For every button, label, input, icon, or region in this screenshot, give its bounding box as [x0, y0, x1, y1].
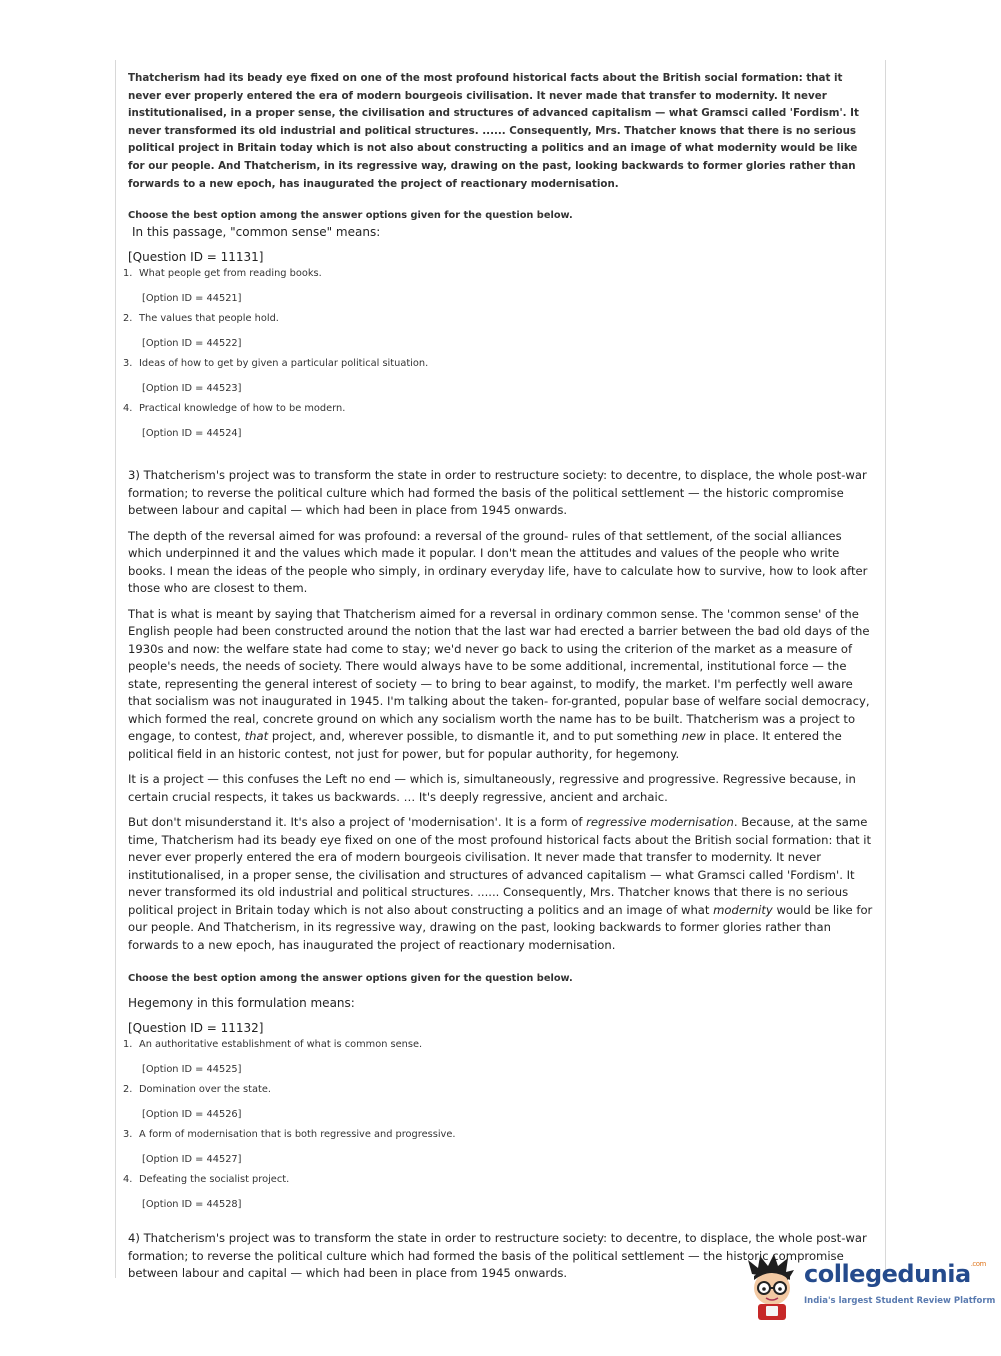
- s3-paragraph-5: But don't misunderstand it. It's also a project of 'modernisation'. It is a form of regressive modernisation. Because, at the same time, Thatcherism had its beady eye fixed on one of the most profound historical facts about the British social formation: that it never ever properly entered the era of modern bourgeois civilisation. It never made that transfer to modernity. It never institutionalised, in a proper sense, the civilisation and structures of advanced capitalism — what Gramsci called 'Fordism'. It never transformed its old industrial and political structures. ...... Consequently, Mrs. Thatcher knows that there is no serious political project in Britain today which is not also about constructing a politics and an image of what modernity would be like for our people. And Thatcherism, in its regressive way, drawing on the past, looking backwards to former glories rather than forwards to a new epoch, has inaugurated the project of reactionary modernisation.: [128, 815, 873, 952]
- collegedunia-logo[interactable]: [742, 1252, 996, 1322]
- option-item[interactable]: 2. Domination over the state. [Option ID = 44526]: [123, 1083, 873, 1122]
- option-text: The values that people hold.: [139, 313, 279, 325]
- option-text: Ideas of how to get by given a particular political situation.: [139, 358, 429, 370]
- option-item[interactable]: 4. Defeating the socialist project. [Option ID = 44528]: [123, 1173, 873, 1212]
- q2-id: [Question ID = 11132]: [128, 1021, 264, 1036]
- s4-paragraph-1: 4) Thatcherism's project was to transform the state in order to restructure society: to decentre, to displace, the whole post-war formation; to reverse the political culture which had formed the basis of the political settlement — the historic compromise between labour and capital — which had been in place from 1945 onwards.: [128, 1231, 867, 1281]
- logo-tagline: India's largest Student Review Platform: [804, 1296, 996, 1306]
- mascot-icon: [742, 1252, 802, 1322]
- section-3-passage: [128, 467, 873, 954]
- logo-name: collegedunia$^{.com}$: [804, 1260, 986, 1288]
- question-2: [123, 972, 873, 1212]
- option-id: [Option ID = 44528]: [142, 1199, 242, 1211]
- option-text: Domination over the state.: [139, 1084, 271, 1096]
- question-1: [123, 209, 873, 441]
- option-id: [Option ID = 44523]: [142, 383, 242, 395]
- s3-paragraph-4: It is a project — this confuses the Left no end — which is, simultaneously, regressive and progressive. Regressive because, in certain crucial respects, it takes us backwards. … It's deeply regressive, ancient and archaic.: [128, 772, 856, 804]
- option-id: [Option ID = 44524]: [142, 428, 242, 440]
- option-text: An authoritative establishment of what is common sense.: [139, 1039, 423, 1051]
- intro-paragraph: Thatcherism had its beady eye fixed on one of the most profound historical facts about the British social formation: that it never ever properly entered the era of modern bourgeois civilisation. It never made that transfer to modernity. It never institutionalised, in a proper sense, the civilisation and structures of advanced capitalism — what Gramsci called 'Fordism'. It never transformed its old industrial and political structures. ...... Consequently, Mrs. Thatcher knows that there is no serious political project in Britain today which is not also about constructing a politics and an image of what modernity would be like for our people. And Thatcherism, in its regressive way, drawing on the past, looking backwards to former glories rather than forwards to a new epoch, has inaugurated the project of reactionary modernisation.: [128, 72, 859, 190]
- option-id: [Option ID = 44525]: [142, 1064, 242, 1076]
- q2-instruction: Choose the best option among the answer options given for the question below.: [128, 973, 573, 985]
- q2-text: Hegemony in this formulation means:: [128, 996, 355, 1011]
- s3-paragraph-1: 3) Thatcherism's project was to transform the state in order to restructure society: to decentre, to displace, the whole post-war formation; to reverse the political culture which had formed the basis of the political settlement — the historic compromise between labour and capital — which had been in place from 1945 onwards.: [128, 468, 867, 518]
- s3-paragraph-2: The depth of the reversal aimed for was profound: a reversal of the ground- rules of that settlement, of the social alliances which underpinned it and the values which made it popular. I don't mean the attitudes and values of the people who write books. I mean the ideas of the people who simply, in ordinary everyday life, have to calculate how to survive, how to look after those who are closest to them.: [128, 528, 868, 596]
- option-item[interactable]: 4. Practical knowledge of how to be modern. [Option ID = 44524]: [123, 402, 873, 441]
- option-item[interactable]: 2. The values that people hold. [Option ID = 44522]: [123, 312, 873, 351]
- option-id: [Option ID = 44527]: [142, 1154, 242, 1166]
- q2-options: [123, 1038, 873, 1212]
- option-text: A form of modernisation that is both regressive and progressive.: [139, 1129, 456, 1141]
- option-text: What people get from reading books.: [139, 268, 322, 280]
- option-id: [Option ID = 44526]: [142, 1109, 242, 1121]
- q1-text: In this passage, "common sense" means:: [132, 225, 381, 240]
- q1-instruction: Choose the best option among the answer options given for the question below.: [128, 210, 573, 222]
- option-id: [Option ID = 44521]: [142, 293, 242, 305]
- option-text: Practical knowledge of how to be modern.: [139, 403, 346, 415]
- q1-id: [Question ID = 11131]: [128, 250, 264, 265]
- document-content: [123, 70, 873, 1291]
- option-id: [Option ID = 44522]: [142, 338, 242, 350]
- option-item[interactable]: 3. A form of modernisation that is both regressive and progressive. [Option ID = 44527]: [123, 1128, 873, 1167]
- option-item[interactable]: 1. What people get from reading books. [Option ID = 44521]: [123, 267, 873, 306]
- q1-options: [123, 267, 873, 441]
- s3-paragraph-3: That is what is meant by saying that Thatcherism aimed for a reversal in ordinary common sense. The 'common sense' of the English people had been constructed around the notion that the last war had erected a barrier between the bad old days of the 1930s and now: the welfare state had come to stay; we'd never go back to using the criterion of the market as a measure of people's needs, the needs of society. There would always have to be some additional, incremental, institutional force — the state, representing the general interest of society — to bring to bear against, to modify, the market. I'm perfectly well aware that socialism was not inaugurated in 1945. I'm talking about the taken- for-granted, popular base of welfare social democracy, which formed the real, concrete ground on which any socialism worth the name has to be built. Thatcherism was a project to engage, to contest, that project, and, wherever possible, to dismantle it, and to put something new in place. It entered the political field in an historic contest, not just for power, but for popular authority, for hegemony.: [128, 606, 870, 761]
- option-item[interactable]: 1. An authoritative establishment of what is common sense. [Option ID = 44525]: [123, 1038, 873, 1077]
- option-item[interactable]: 3. Ideas of how to get by given a particular political situation. [Option ID = 44523]: [123, 357, 873, 396]
- option-text: Defeating the socialist project.: [139, 1174, 290, 1186]
